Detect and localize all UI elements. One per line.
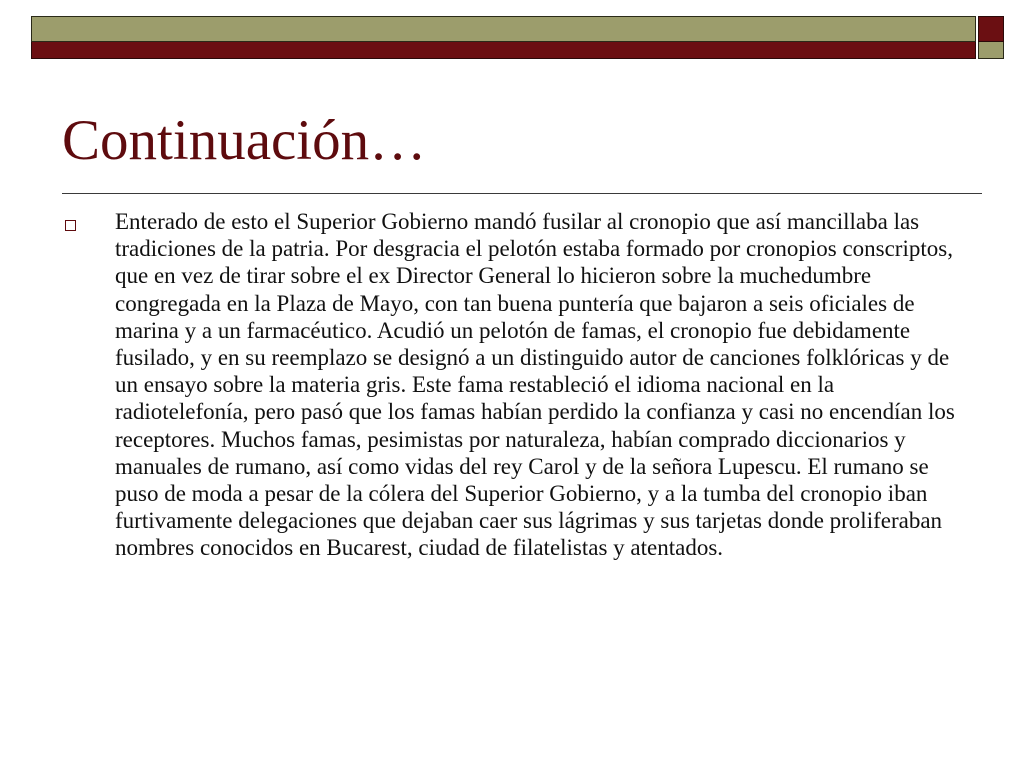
bullet-item xyxy=(62,208,972,562)
hollow-square-bullet-icon xyxy=(65,220,76,231)
header-corner-red xyxy=(978,16,1004,42)
header-band-olive xyxy=(31,16,976,42)
header-corner-olive xyxy=(978,42,1004,59)
bullet-text: Enterado de esto el Superior Gobierno mandó fusilar al cronopio que así mancillaba las tradiciones de la patria. Por desgracia el pelotón estaba formado por cronopios conscriptos, que en vez de tirar sobre el ex Director General lo hicieron sobre la muchedumbre congregada en la Plaza de Mayo, con tan buena puntería que bajaron a seis oficiales de marina y a un farmacéutico. Acudió un pelotón de famas, el cronopio fue debidamente fusilado, y en su reemplazo se designó a un distinguido autor de canciones folklóricas y de un ensayo sobre la materia gris. Este fama restableció el idioma nacional en la radiotelefonía, pero pasó que los famas habían perdido la confianza y casi no encendían los receptores. Muchos famas, pesimistas por naturaleza, habían comprado diccionarios y manuales de rumano, así como vidas del rey Carol y de la señora Lupescu. El rumano se puso de moda a pesar de la cólera del Superior Gobierno, y a la tumba del cronopio iban furtivamente delegaciones que dejaban caer sus lágrimas y sus tarjetas donde proliferaban nombres conocidos en Bucarest, ciudad de filatelistas y atentados. xyxy=(115,209,955,561)
slide-title: Continuación… xyxy=(62,109,427,172)
header-band-red xyxy=(31,42,976,59)
title-divider xyxy=(62,193,982,194)
